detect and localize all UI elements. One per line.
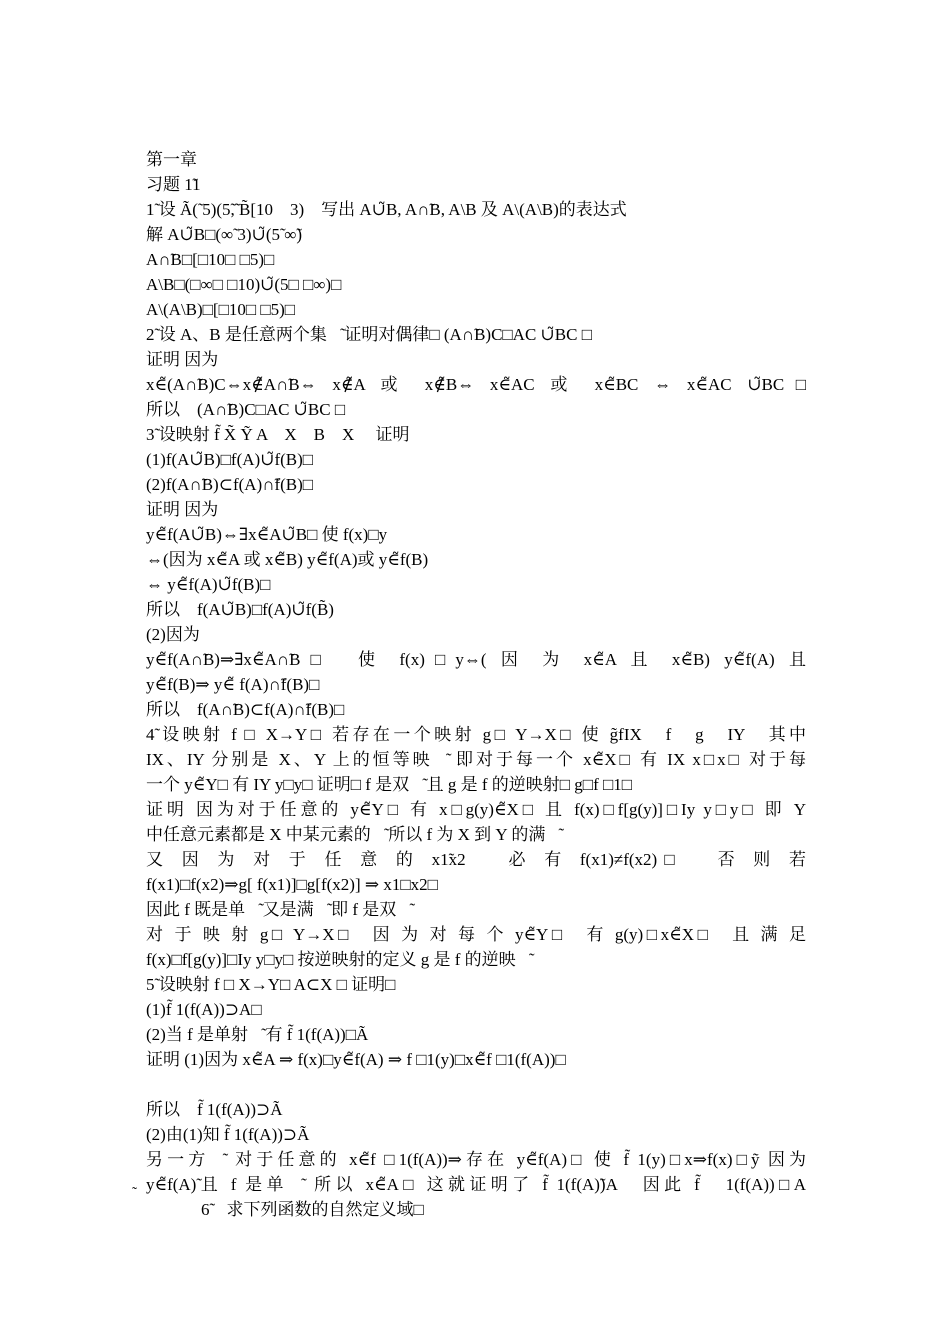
text-line: 因此 f 既是单射̃ 又是满射̃ 即 f 是双射̃ (146, 900, 410, 919)
text-line: (2)当 f 是单射时̃ 有 f̃ 1(f(A))□Ã (146, 1025, 369, 1044)
text-line: 所以 (A∩̃B)C□AC ∪̃BC □ (146, 400, 346, 419)
text-line: ⇔(因为 x∈̃A 或 x∈̃B) y∈̃f(A)或 y∈̃f(B) (146, 550, 429, 569)
text-line: 一个 y∈̃Y□ 有 IY y□y□ 证明□ f 是双射̃ 且 g 是 f 的逆映射□ g□f □1□ (146, 775, 633, 794)
text-line: ⇔ y∈̃f(A)∪̃f(B)□ (146, 575, 271, 594)
chapter-title: 第一章 (146, 150, 197, 169)
text-line: 2̃ 设 A、B 是任意两个集合̃ 证明对偶律□ (A∩̃B)C□AC ∪̃BC □ (146, 325, 592, 344)
text-line: 5̃ 设映射 f □ X→Y□ A⊂X □ 证明□ (146, 975, 396, 994)
text-line: (2)由(1)知 f̃ 1(f(A))⊃Ã (146, 1125, 310, 1144)
text-line: 又 因 为 对 于 任 意 的 x1̃x2 必 有 f(x1)≠f(x2)□ 否 则 若 (146, 850, 806, 869)
text-line: 证明 (1)因为 x∈̃A ⇒ f(x)□y∈̃f(A) ⇒ f □1(y)□x∈̃f □1(f(A))□ (146, 1050, 566, 1069)
text-line: y∈̃f(A)̃且 f 是单射̃ 所以 x∈̃A□ 这就证明了 f̃ 1(f(A)̃)A 因此 f̃ 1(f(A))□A (146, 1175, 806, 1194)
text-line: A\B□(□∞□ □10)∪̃(5□ □∞)□ (146, 275, 342, 294)
text-line: 所以 f(A∪̃B)□f(A)∪̃f(B̃) (146, 600, 334, 619)
text-line: A\(A\B)□[□10□ □5)□ (146, 300, 296, 319)
text-line: (2)因为 (146, 625, 200, 644)
text-line: (2)f(A∩̃B)⊂f(A)∩̃f(B)□ (146, 475, 314, 494)
text-line: 1̃ 设 Ã(̃ 5)(5̃,̃ B̃[10 3) 写出 A∪̃B, A∩̃B, A\B 及 A\(A\B)的表达式 (146, 200, 627, 219)
text-line: 证明 因为对于任意的 y∈̃Y□ 有 x□g(y)∈̃X□ 且 f(x)□f[g(y)]□Iy y□y□ 即 Y (146, 800, 806, 819)
text-line: A∩̃B□[□10□ □5)□ (146, 250, 275, 269)
text-line: y∈̃f(A∪̃B)⇔∃x∈̃A∪̃B□ 使 f(x)□y (146, 525, 388, 544)
text-line: 证明 因为 (146, 500, 219, 519)
text-line: 所以 f̃ 1(f(A))⊃Ã (146, 1100, 283, 1119)
text-line: IX、IY 分别是 X、Y 上的恒等映射̃ 即对于每一个 x∈̃X□ 有 IX x□x□ 对于每 (146, 750, 806, 769)
text-line: f(x1)□f(x2)⇒g[ f(x1)]□g[f(x2)] ⇒ x1□x2□ (146, 875, 438, 894)
text-line: 中任意元素都是 X 中某元素的像̃ 所以 f 为 X 到 Y 的满射̃ (146, 825, 559, 844)
text-line: x∈̃(A∩̃B)C⇔x∉̃A∩̃B⇔ x∉̃A 或 x∉̃B⇔ x∈̃AC 或 x∈̃BC ⇔ x∈̃AC ∪̃BC□ (146, 375, 806, 394)
text-line: 对 于 映 射 g□ Y→X□ 因 为 对 每 个 y∈̃Y□ 有 g(y)□x∈̃X□ 且 满 足 (146, 925, 806, 944)
exercise-title: 习题 1̃1 (146, 175, 201, 194)
text-line: 所以 f(A∩̃B)⊂f(A)∩̃f(B)□ (146, 700, 345, 719)
text-line: (1)f(A∪̃B)□f(A)∪̃f(B)□ (146, 450, 314, 469)
text-line: 另一方面̃ 对于任意的 x∈̃f □1(f(A))⇒存在 y∈̃f(A)□ 使 f̃ 1(y)□x⇒f(x)□ỹ 因为 (146, 1150, 806, 1169)
text-line: 证明 因为 (146, 350, 219, 369)
text-line: 解 A∪̃B□(∞̃ 3)∪̃(5̃ ∞̃) (146, 225, 303, 244)
text-line: (1)f̃ 1(f(A))⊃A□ (146, 1000, 262, 1019)
text-line: y∈̃f(A∩̃B)⇒∃x∈̃A∩̃B□ 使 f(x)□y⇔( 因 为 x∈̃A 且 x∈̃B) y∈̃f(A) 且 (146, 650, 806, 669)
text-line: y∈̃f(B)⇒ y∈̃ f(A)∩̃f(B)□ (146, 675, 320, 694)
text-line: f(x)□f[g(y)]□Iy y□y□ 按逆映射的定义 g 是 f 的逆映射̃ (146, 950, 529, 969)
text-line: 6̃ 求下列函数的自然定义域□ (201, 1200, 424, 1219)
text-line: 3̃ 设映射 f̃ X̃ Ỹ A X B X 证明 (146, 425, 410, 444)
text-line: 4̃ 设映射 f □ X→Y□ 若存在一个映射 g□ Y→X□ 使 g̃fIX f g IY 其中 (146, 725, 806, 744)
